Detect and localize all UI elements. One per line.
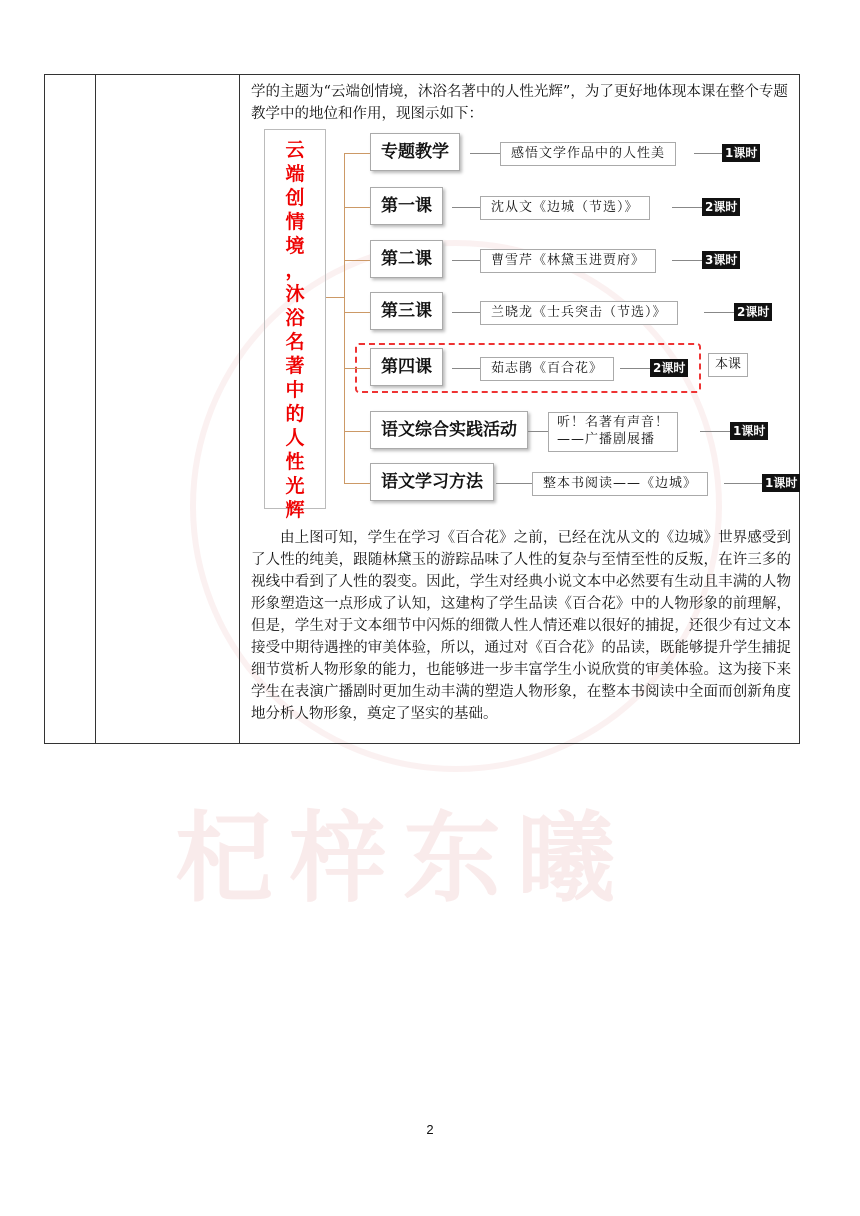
table-column-divider [239,75,240,743]
lesson-box: 专题教学 [370,133,460,171]
hours-badge: 2课时 [702,198,740,216]
topic-char: 的 [285,403,305,425]
lesson-box: 语文综合实践活动 [370,411,528,449]
lesson-table [44,74,800,744]
topic-char: 光 [285,475,305,497]
lesson-title-box: 曹雪芹《林黛玉进贾府》 [480,249,656,273]
lesson-title-box: 茹志鹃《百合花》 [480,357,614,381]
lesson-title-box: 兰晓龙《士兵突击（节选）》 [480,301,678,325]
lesson-title-box [548,412,678,452]
topic-char: 境 [285,235,305,257]
watermark: 杞梓东曦 [175,801,632,916]
lesson-box: 第四课 [370,348,443,386]
lesson-title-box: 沈从文《边城（节选）》 [480,196,650,220]
connector-line [344,312,370,313]
lesson-box: 第二课 [370,240,443,278]
lesson-box: 第三课 [370,292,443,330]
lesson-title-box: 整本书阅读——《边城》 [532,472,708,496]
connector-line [452,260,480,261]
connector-line [620,368,650,369]
connector-line [496,483,532,484]
connector-line [694,153,722,154]
hours-badge: 1课时 [722,144,760,162]
page-number: 2 [426,1122,434,1137]
connector-line [470,153,500,154]
topic-char: 人 [285,427,305,449]
intro-paragraph: 学的主题为“云端创情境，沐浴名著中的人性光辉”，为了更好地体现本课在整个专题教学中的地位和作用，现图示如下： [251,84,788,122]
topic-char: 中 [285,379,305,401]
topic-box [264,129,326,521]
topic-char: 辉 [285,499,305,521]
connector-line [452,207,480,208]
topic-char: 名 [285,331,305,353]
connector-line [700,431,730,432]
connector-line [344,431,370,432]
topic-char: 著 [285,355,305,377]
hours-badge: 1课时 [762,474,800,492]
connector-line [344,207,370,208]
connector-line [344,368,370,369]
connector-line [704,312,734,313]
topic-char: 沐 [285,283,305,305]
topic-char: ， [285,259,305,281]
hours-badge: 1课时 [730,422,768,440]
connector-line [528,431,548,432]
topic-char: 创 [285,187,305,209]
hours-badge: 3课时 [702,251,740,269]
topic-char: 浴 [285,307,305,329]
connector-line [724,483,762,484]
connector-line [344,153,370,154]
table-column-divider [95,75,96,743]
topic-char: 性 [285,451,305,473]
connector-line [672,260,702,261]
title-line: ——广播剧展播 [557,432,656,447]
connector-line [326,297,344,298]
body-paragraph: 由上图可知，学生在学习《百合花》之前，已经在沈从文的《边城》世界感受到了人性的纯美，跟随林黛玉的游踪品味了人性的复杂与至情至性的反叛，在许三多的视线中看到了人性的裂变。因此，学生对经典小说文本中必然要有生动且丰满的人物形象塑造这一点形成了认知，这建构了学生品读《百合花》中的人物形象的前理解，但是，学生对于文本细节中闪烁的细微人性人情还难以很好的捕捉，还很少有过文本接受中期待遇挫的审美体验，所以，通过对《百合花》的品读，既能够提升学生捕捉细节赏析人物形象的能力，也能够进一步丰富学生小说欣赏的审美体验。这为接下来学生在表演广播剧时更加生动丰满的塑造人物形象，在整本书阅读中全面而创新角度地分析人物形象，奠定了坚实的基础。 [251,530,791,722]
lesson-box: 第一课 [370,187,443,225]
connector-line [344,260,370,261]
connector-line [452,312,480,313]
hours-badge: 2课时 [650,359,688,377]
this-lesson-label: 本课 [708,353,748,377]
topic-char: 云 [285,139,305,161]
table-content-cell [251,75,798,725]
connector-line [452,368,480,369]
hours-badge: 2课时 [734,303,772,321]
title-line: 听！名著有声音！ [557,415,670,430]
connector-line [344,153,345,483]
lesson-box: 语文学习方法 [370,463,494,501]
topic-char: 端 [285,163,305,185]
topic-char: 情 [285,211,305,233]
connector-line [344,483,370,484]
connector-line [672,207,702,208]
course-structure-diagram [251,127,798,523]
lesson-title-box: 感悟文学作品中的人性美 [500,142,676,166]
